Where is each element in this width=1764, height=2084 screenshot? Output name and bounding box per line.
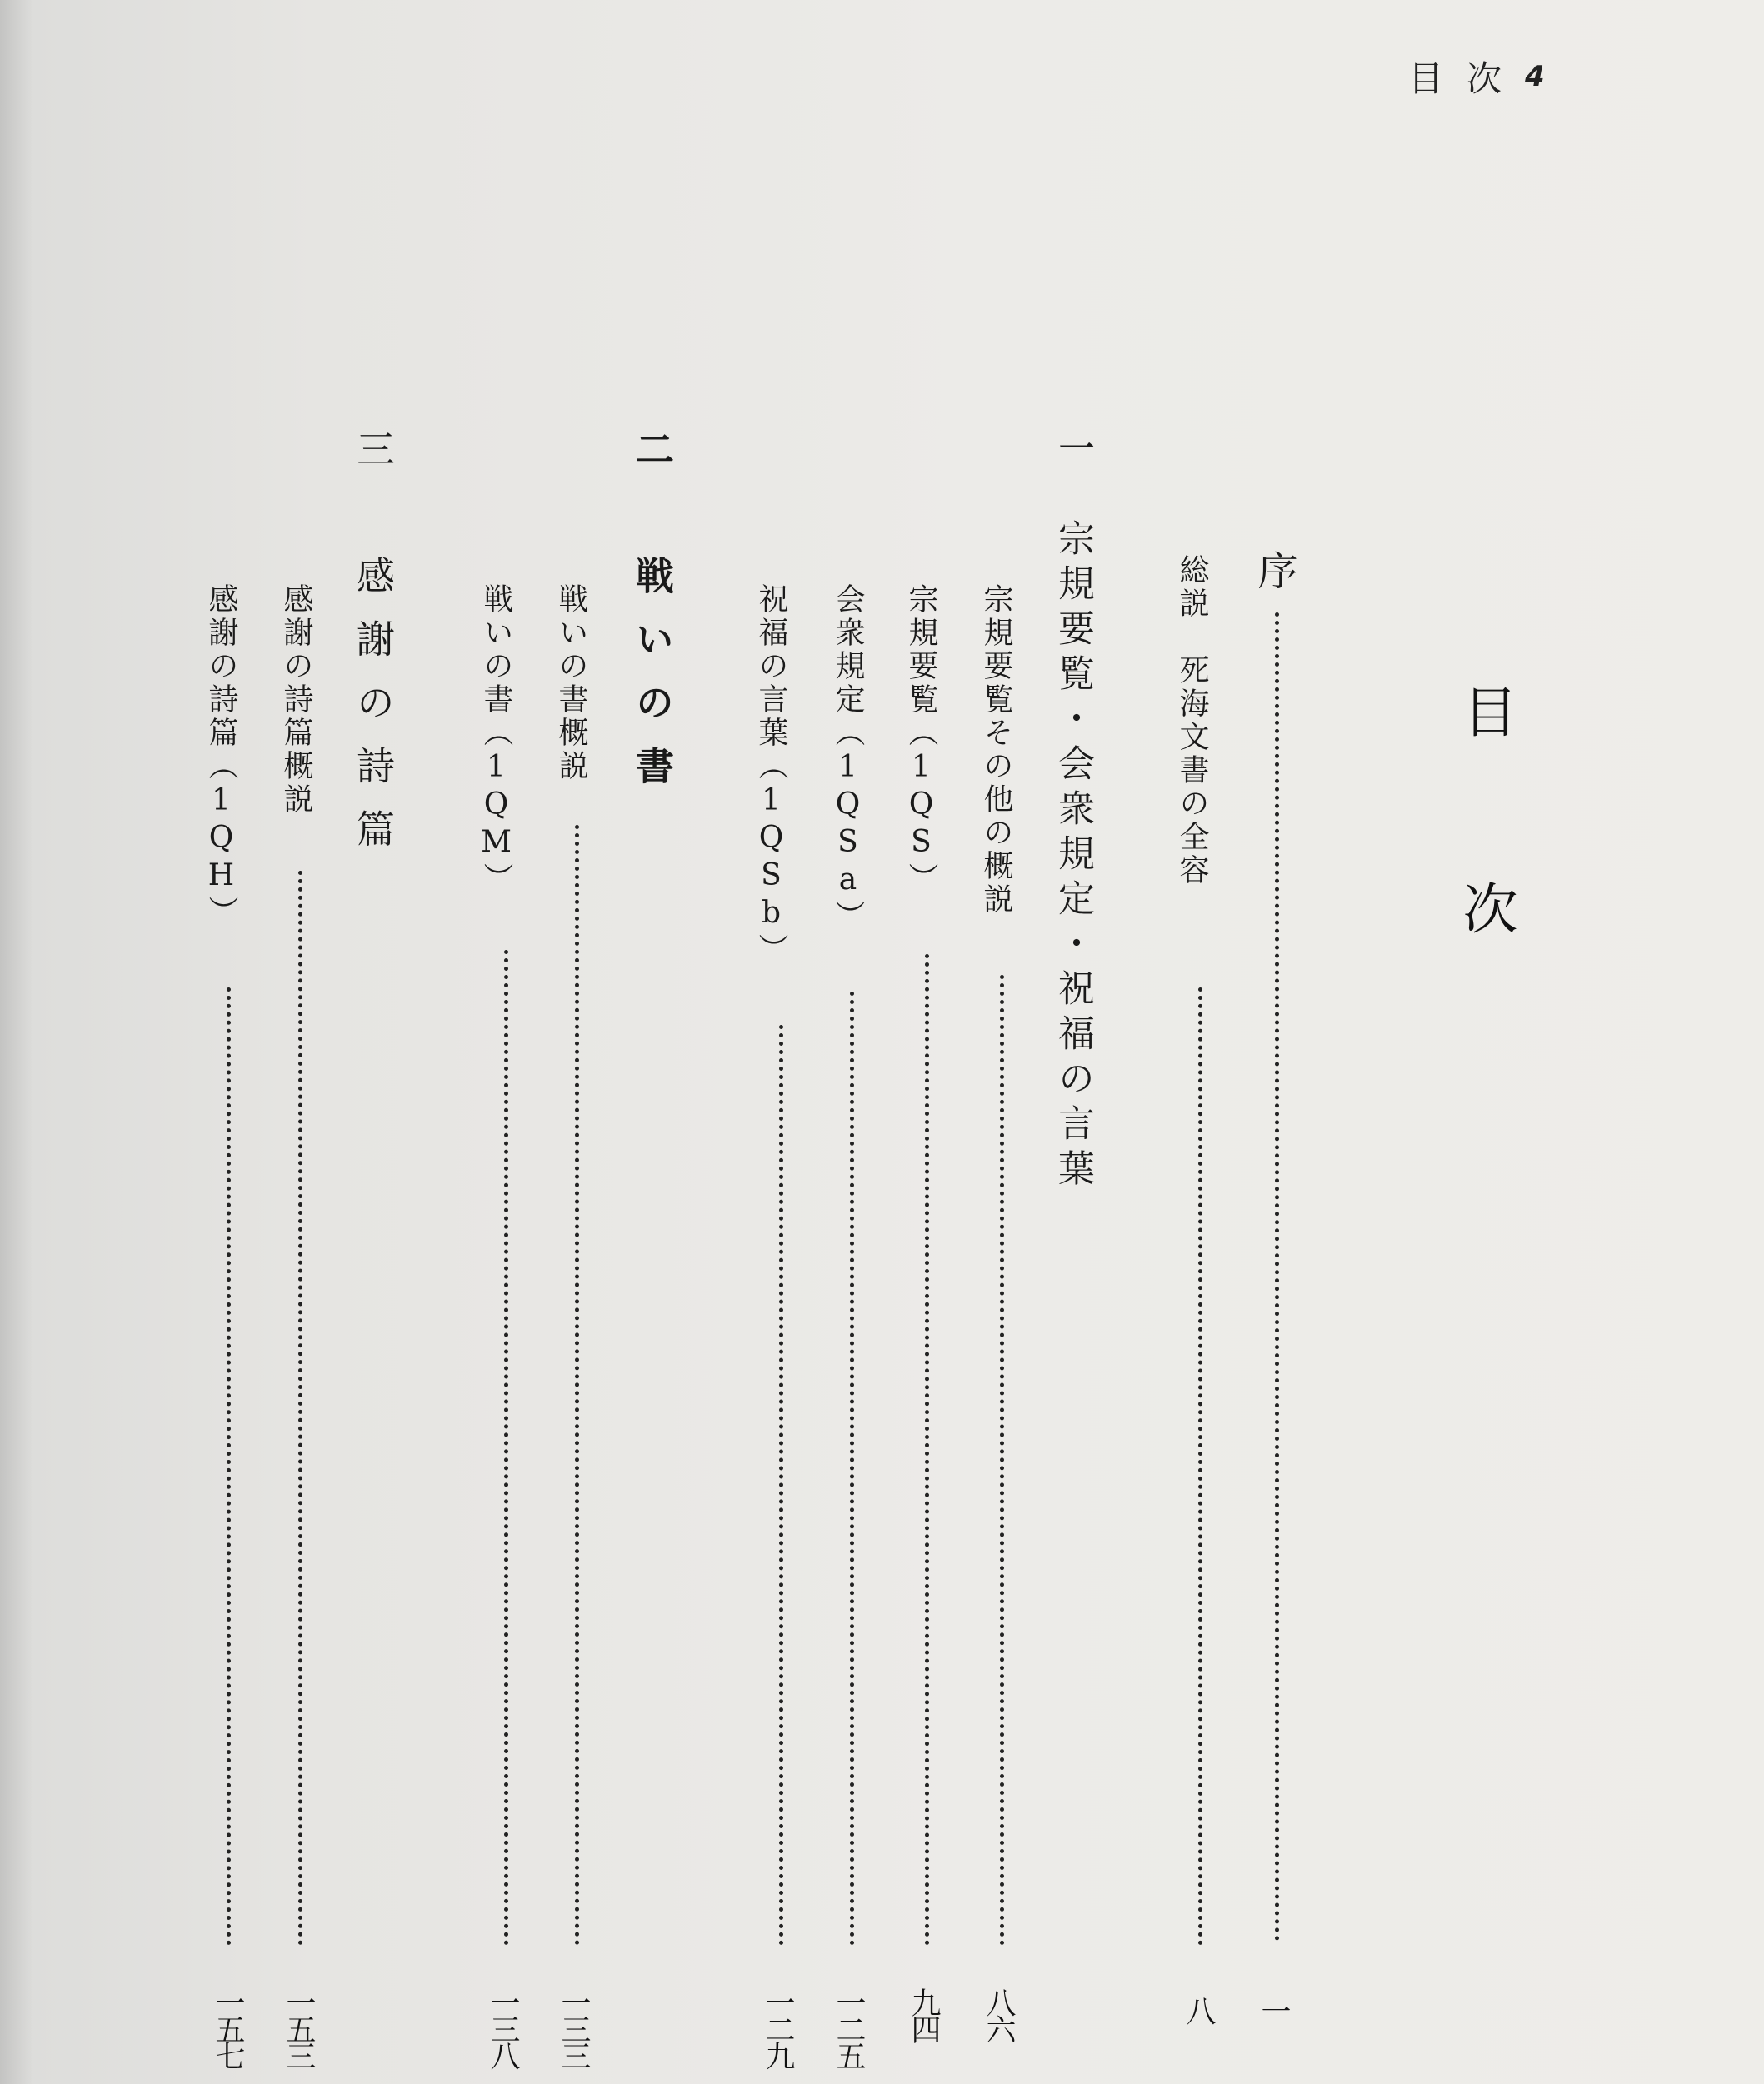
toc-entry-p1-qs xyxy=(900,583,942,896)
toc-label: 三 感謝の詩篇 xyxy=(351,429,396,872)
toc-label: 二 戦いの書 xyxy=(630,429,675,809)
toc-entry-p3-qh xyxy=(200,583,242,929)
toc-label: 宗規要覧その他の概説 xyxy=(979,583,1013,917)
toc-label: 一 宗規要覧・会衆規定・祝福の言葉 xyxy=(1052,429,1094,1194)
toc-entry-jo xyxy=(1246,550,1303,600)
toc-label: 総説 死海文書の全容 xyxy=(1175,554,1209,887)
toc-entry-soutsu xyxy=(1171,554,1213,887)
page-title: 目次 xyxy=(1453,683,1517,1077)
toc-label: 戦いの書概説 xyxy=(554,583,588,783)
running-header xyxy=(1408,52,1545,102)
toc-part-heading-3 xyxy=(346,429,401,872)
toc-leader-dots xyxy=(575,825,579,1946)
toc-page-number: 九四 xyxy=(907,1987,941,2041)
toc-entry-p2-qm xyxy=(475,583,517,896)
toc-leader-dots xyxy=(779,1025,783,1946)
toc-leader-dots xyxy=(298,871,302,1946)
toc-page-number: 八 xyxy=(1182,1996,1216,2022)
toc-leader-dots xyxy=(227,987,231,1946)
running-header-title: 目次 xyxy=(1408,58,1526,99)
toc-entry-p1-intro xyxy=(975,583,1017,917)
toc-entry-p2-intro xyxy=(550,583,592,783)
toc-label: 祝福の言葉（1QSb） xyxy=(754,583,788,967)
toc-part-heading-1 xyxy=(1046,429,1099,1194)
toc-label: 感謝の詩篇概説 xyxy=(279,583,313,817)
page-number: 4 xyxy=(1525,60,1545,93)
toc-label: 感謝の詩篇（1QH） xyxy=(204,583,238,929)
toc-label: 戦いの書（1QM） xyxy=(479,583,513,896)
toc-entry-p1-qsb xyxy=(750,583,792,967)
toc-label: 会衆規定（1QSa） xyxy=(831,583,865,933)
toc-page-number: 一五七 xyxy=(211,1987,245,2067)
toc-page-number: 八六 xyxy=(982,1987,1016,2041)
toc-page-number: 一五三 xyxy=(282,1987,316,2067)
page-gutter-shadow xyxy=(0,0,33,2084)
toc-page-number: 一二五 xyxy=(832,1987,866,2067)
toc-leader-dots xyxy=(1275,612,1279,1942)
toc-page-number: 一三三 xyxy=(557,1987,591,2067)
toc-label: 宗規要覧（1QS） xyxy=(904,583,938,896)
toc-label: 序 xyxy=(1251,550,1297,600)
toc-entry-p1-qsa xyxy=(827,583,869,933)
toc-leader-dots xyxy=(850,992,854,1946)
toc-entry-p3-intro xyxy=(275,583,317,817)
toc-leader-dots xyxy=(504,950,508,1946)
toc-leader-dots xyxy=(925,954,929,1946)
toc-part-heading-2 xyxy=(625,429,680,809)
toc-page-number: 一三八 xyxy=(486,1987,520,2067)
toc-leader-dots xyxy=(1000,975,1004,1946)
toc-page-number: 一 xyxy=(1257,1996,1291,2022)
toc-leader-dots xyxy=(1198,987,1202,1946)
toc-page-number: 一二九 xyxy=(761,1987,795,2067)
